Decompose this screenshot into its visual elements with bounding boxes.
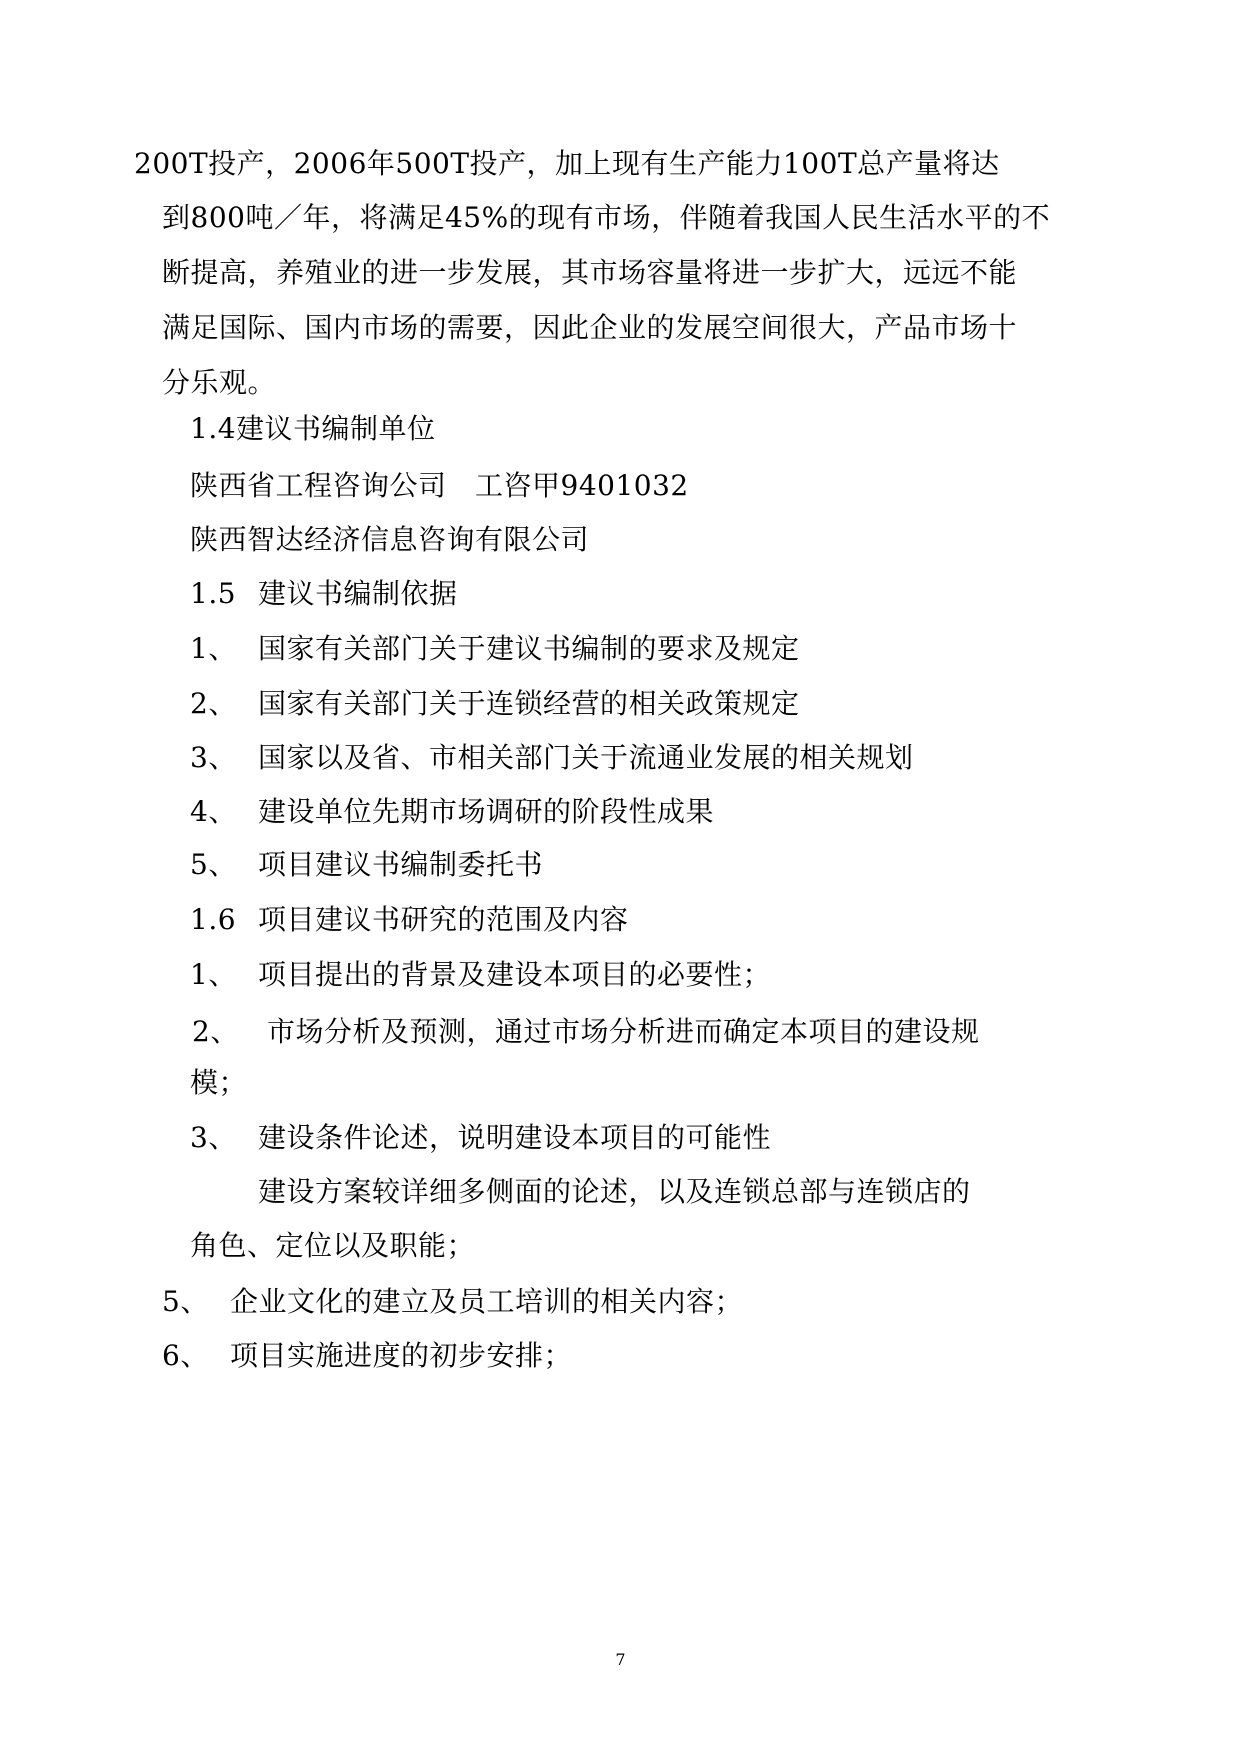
list-item-number: 5、: [190, 848, 237, 881]
section-heading: [190, 576, 458, 612]
list-item-number: 4、: [190, 795, 237, 828]
list-item-text: 建设单位先期市场调研的阶段性成果: [258, 795, 715, 828]
organization-name: 陕西智达经济信息咨询有限公司: [190, 523, 590, 556]
list-item-text: 项目提出的背景及建设本项目的必要性；: [258, 958, 772, 991]
section-number: 1.5: [190, 577, 237, 610]
paragraph-line: 断提高，养殖业的进一步发展，其市场容量将进一步扩大，远远不能: [162, 256, 1018, 289]
list-item-continuation: 角色、定位以及职能；: [190, 1229, 476, 1262]
list-item-number: 5、: [162, 1285, 209, 1318]
list-item-text: 国家有关部门关于连锁经营的相关政策规定: [258, 687, 800, 720]
list-item: [162, 1338, 572, 1374]
list-item: [190, 686, 800, 722]
section-number: 1.6: [190, 903, 237, 936]
list-item-number: 2、: [192, 1015, 239, 1048]
list-item-continuation: 模；: [190, 1066, 248, 1099]
section-title: 项目建议书研究的范围及内容: [258, 903, 629, 936]
list-item-text: 项目实施进度的初步安排；: [230, 1339, 573, 1372]
list-item-text: 项目建议书编制委托书: [258, 848, 544, 881]
list-item: [162, 1284, 743, 1320]
paragraph-line: 分乐观。: [162, 366, 277, 399]
list-item-number: 3、: [190, 741, 237, 774]
list-item: [190, 794, 714, 830]
list-item: [190, 740, 914, 776]
list-item-text: 建设条件论述，说明建设本项目的可能性: [258, 1121, 772, 1154]
list-item-number: 1、: [190, 632, 237, 665]
list-item-text: 企业文化的建立及员工培训的相关内容；: [230, 1285, 744, 1318]
list-item: [190, 1120, 771, 1156]
list-item: [192, 1014, 980, 1050]
section-heading: [190, 902, 629, 938]
list-item-number: 1、: [190, 958, 237, 991]
list-item-number: 2、: [190, 687, 237, 720]
paragraph-line: 到800吨／年，将满足45%的现有市场，伴随着我国人民生活水平的不: [162, 201, 1051, 234]
paragraph-line: 200T投产，2006年500T投产，加上现有生产能力100T总产量将达: [134, 147, 1000, 180]
section-heading: 1.4建议书编制单位: [190, 412, 436, 445]
list-item: [190, 957, 771, 993]
list-item-text: 国家有关部门关于建议书编制的要求及规定: [258, 632, 800, 665]
list-item: [190, 847, 543, 883]
list-item-text: 建设方案较详细多侧面的论述，以及连锁总部与连锁店的: [258, 1175, 971, 1208]
list-item-number: 3、: [190, 1121, 237, 1154]
paragraph-line: 满足国际、国内市场的需要，因此企业的发展空间很大，产品市场十: [162, 311, 1018, 344]
list-item-number: 6、: [162, 1339, 209, 1372]
list-item: [190, 631, 800, 667]
organization-name: 陕西省工程咨询公司 工咨甲9401032: [190, 469, 689, 502]
list-item-text: 国家以及省、市相关部门关于流通业发展的相关规划: [258, 741, 914, 774]
list-item-text: 市场分析及预测，通过市场分析进而确定本项目的建设规: [267, 1015, 980, 1048]
page-number: 7: [615, 1650, 626, 1669]
section-title: 建议书编制依据: [258, 577, 458, 610]
